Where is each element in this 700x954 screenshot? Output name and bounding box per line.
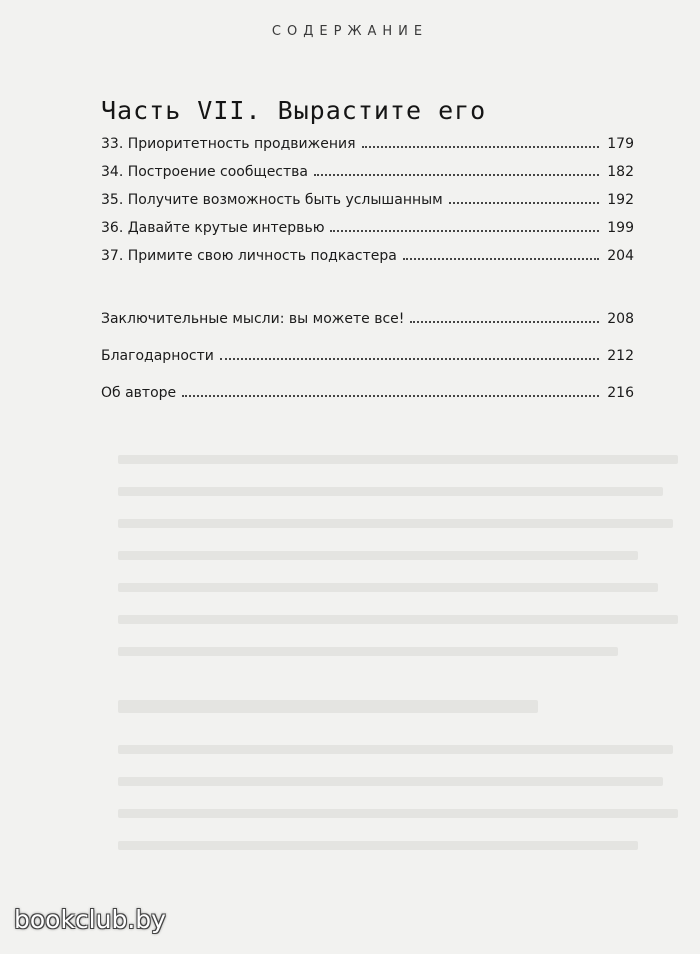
toc-entry-title: 36. Давайте крутые интервью bbox=[101, 220, 325, 236]
toc-entry bbox=[101, 136, 634, 158]
dot-leader bbox=[449, 201, 600, 204]
watermark: bookclub.by bbox=[14, 905, 166, 934]
running-head: СОДЕРЖАНИЕ bbox=[271, 24, 429, 39]
toc-entry bbox=[101, 385, 634, 407]
toc-entry-page: 216 bbox=[607, 385, 634, 401]
dot-leader bbox=[330, 229, 599, 232]
part-title: Часть VII. Вырастите его bbox=[101, 96, 487, 125]
toc-entry-title: 34. Построение сообщества bbox=[101, 164, 308, 180]
toc-entry-title: Заключительные мысли: вы можете все! bbox=[101, 311, 405, 327]
toc-entry-page: 204 bbox=[607, 248, 634, 264]
dot-leader bbox=[410, 320, 599, 323]
toc-entry bbox=[101, 311, 634, 333]
toc-entry-title: Об авторе bbox=[101, 385, 177, 401]
toc-entry-page: 212 bbox=[607, 348, 634, 364]
toc-entry-page: 192 bbox=[607, 192, 634, 208]
toc-entry-page: 199 bbox=[607, 220, 634, 236]
dot-leader bbox=[362, 145, 600, 148]
toc-entry-page: 182 bbox=[607, 164, 634, 180]
toc-entry-title: Благодарности bbox=[101, 348, 214, 364]
toc-entry-title: 35. Получите возможность быть услышанным bbox=[101, 192, 443, 208]
dot-leader bbox=[182, 394, 599, 397]
dot-leader bbox=[220, 357, 599, 360]
dot-leader bbox=[314, 173, 599, 176]
toc-entry bbox=[101, 348, 634, 370]
toc-entry bbox=[101, 220, 634, 242]
dot-leader bbox=[403, 257, 599, 260]
toc-entry-page: 179 bbox=[607, 136, 634, 152]
toc-entry bbox=[101, 164, 634, 186]
toc-entry-page: 208 bbox=[607, 311, 634, 327]
toc-entry-title: 33. Приоритетность продвижения bbox=[101, 136, 356, 152]
toc-entry bbox=[101, 248, 634, 270]
toc-entry-title: 37. Примите свою личность подкастера bbox=[101, 248, 397, 264]
toc-entry bbox=[101, 192, 634, 214]
